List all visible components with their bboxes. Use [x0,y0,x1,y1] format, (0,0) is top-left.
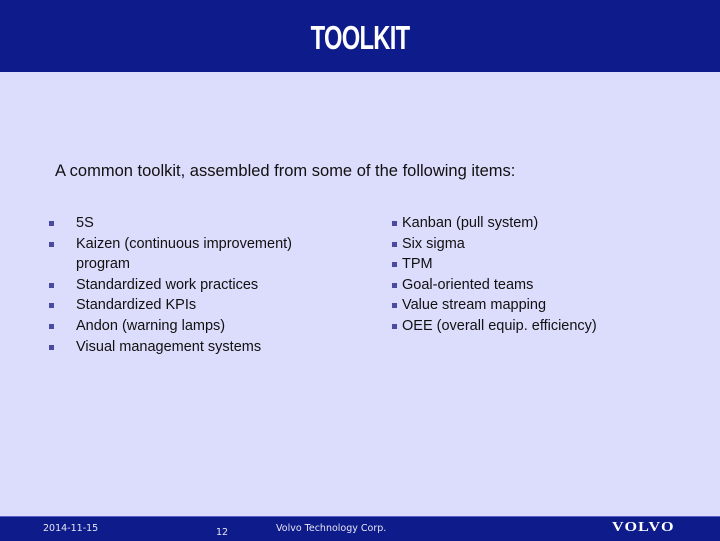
square-bullet-icon [49,303,54,308]
square-bullet-icon [49,221,54,226]
page-number: 12 [216,527,229,538]
list-item: Andon (warning lamps) [76,316,306,337]
left-bullet-list [76,213,306,357]
slide-title: TOOLKIT [310,19,410,56]
list-item: OEE (overall equip. efficiency) [402,316,682,337]
list-item: Standardized work practices [76,275,306,296]
intro-text: A common toolkit, assembled from some of the following items: [55,162,516,180]
square-bullet-icon [392,324,397,329]
square-bullet-icon [392,221,397,226]
footer-band [0,516,720,541]
square-bullet-icon [49,324,54,329]
volvo-logo: VOLVO [612,520,675,535]
list-item: Standardized KPIs [76,295,306,316]
right-bullet-list [402,213,682,337]
square-bullet-icon [392,303,397,308]
square-bullet-icon [392,242,397,247]
list-item: Six sigma [402,234,682,255]
list-item: Visual management systems [76,337,306,358]
footer-date: 2014-11-15 [43,523,99,534]
list-item: Kanban (pull system) [402,213,682,234]
square-bullet-icon [49,242,54,247]
header-band [0,0,720,72]
list-item: TPM [402,254,682,275]
list-item: Kaizen (continuous improvement) program [76,234,306,275]
square-bullet-icon [49,345,54,350]
footer-company: Volvo Technology Corp. [276,523,387,534]
square-bullet-icon [392,262,397,267]
list-item: 5S [76,213,306,234]
list-item: Goal-oriented teams [402,275,682,296]
list-item: Value stream mapping [402,295,682,316]
square-bullet-icon [392,283,397,288]
square-bullet-icon [49,283,54,288]
